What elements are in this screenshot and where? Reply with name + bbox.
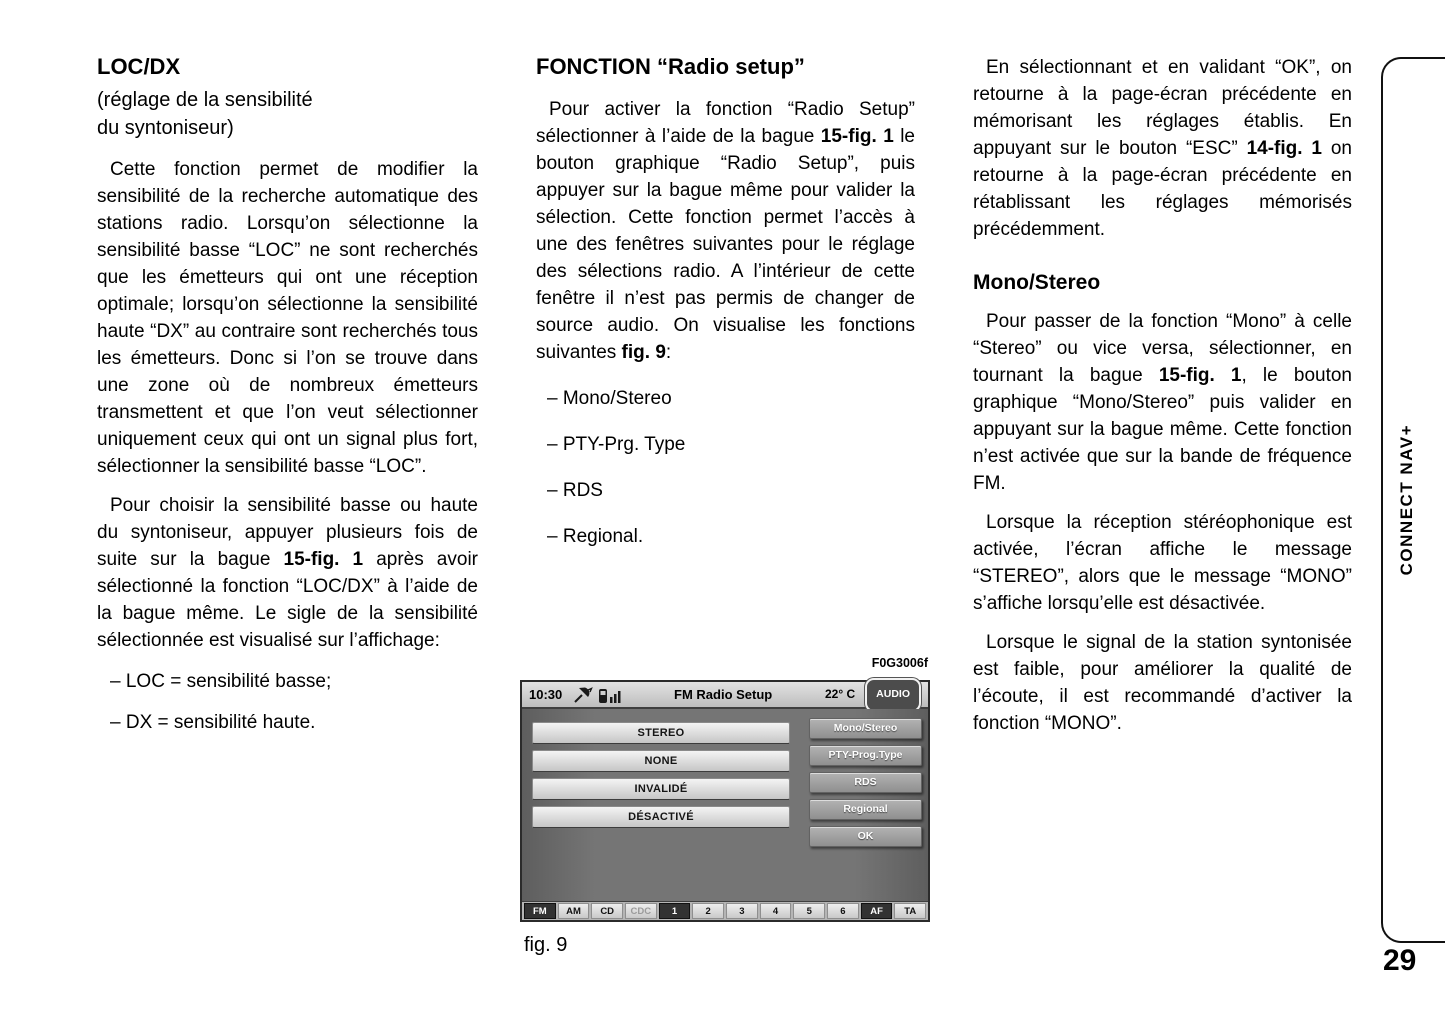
key-button-1[interactable]: 1	[659, 903, 691, 919]
value-button-none[interactable]: NONE	[532, 750, 790, 772]
chapter-tab	[1381, 57, 1445, 943]
menu-button-ok[interactable]: OK	[809, 826, 922, 847]
audio-button[interactable]: AUDIO	[865, 678, 921, 712]
value-button-column	[532, 722, 790, 834]
section-subheading	[97, 86, 478, 142]
menu-button-mono-stereo[interactable]: Mono/Stereo	[809, 718, 922, 739]
key-button-5[interactable]: 5	[793, 903, 825, 919]
subheading-line: du syntoniseur)	[97, 117, 234, 139]
clock: 10:30	[529, 687, 563, 702]
column-right	[973, 54, 1352, 737]
menu-button-rds[interactable]: RDS	[809, 772, 922, 793]
screen-main-area	[522, 709, 928, 901]
chapter-tab-label: CONNECT NAV+	[1397, 424, 1416, 576]
paragraph: Pour choisir la sensibilité basse ou haute du syntoniseur, appuyer plusieurs fois de suite sur la bague 15-fig. 1 après avoir sélectionné la fonction “LOC/DX” à l’aide de la bague même. Le sigle de la sensibilité sélectionnée est visualisé sur l’affichage:	[97, 495, 478, 651]
phone-signal-icon	[598, 687, 621, 703]
key-button-cdc[interactable]: CDC	[625, 903, 657, 919]
column-center	[524, 54, 928, 959]
key-button-am[interactable]: AM	[558, 903, 590, 919]
menu-button-pty-prog-type[interactable]: PTY-Prog.Type	[809, 745, 922, 766]
paragraph: Pour activer la fonction “Radio Setup” sélectionner à l’aide de la bague 15-fig. 1 le bouton graphique “Radio Setup”, puis appuyer sur la bague même pour valider la sélection. Cette fonction permet l’accès à une des fenêtres suivantes pour le réglage des sélections radio. A l’intérieur de cette fenêtre il n’est pas permis de changer de source audio. On visualise les fonctions suivantes fig. 9:	[536, 99, 915, 363]
key-button-2[interactable]: 2	[692, 903, 724, 919]
satellite-icon	[574, 687, 593, 703]
temperature-display: 22° C	[825, 687, 856, 701]
list-item: – LOC = sensibilité basse;	[110, 671, 332, 692]
key-button-af[interactable]: AF	[861, 903, 893, 919]
section-heading-radio-setup: FONCTION “Radio setup”	[536, 54, 805, 79]
key-button-4[interactable]: 4	[760, 903, 792, 919]
value-button-stereo[interactable]: STEREO	[532, 722, 790, 744]
paragraph: Lorsque la réception stéréophonique est activée, l’écran affiche le message “STEREO”, alors que le message “MONO” s’affiche lorsqu’elle est désactivée.	[973, 512, 1352, 614]
menu-button-regional[interactable]: Regional	[809, 799, 922, 820]
figure-9	[520, 650, 930, 959]
figure-code: F0G3006f	[871, 656, 928, 670]
key-button-3[interactable]: 3	[726, 903, 758, 919]
section-heading-mono-stereo: Mono/Stereo	[973, 271, 1101, 294]
page-number: 29	[1383, 944, 1417, 977]
key-button-fm[interactable]: FM	[524, 903, 556, 919]
value-button-invalid-[interactable]: INVALIDÉ	[532, 778, 790, 800]
key-button-6[interactable]: 6	[827, 903, 859, 919]
list-item: – Mono/Stereo	[547, 388, 672, 409]
figure-caption: fig. 9	[524, 934, 568, 956]
key-button-ta[interactable]: TA	[894, 903, 926, 919]
list-item: – PTY-Prg. Type	[547, 434, 686, 455]
key-button-cd[interactable]: CD	[591, 903, 623, 919]
paragraph: Pour passer de la fonction “Mono” à celle “Stereo” ou vice versa, sélectionner, en tournant la bague 15-fig. 1, le bouton graphique “Mono/Stereo” puis valider en appuyant sur la bague même. Cette fonction n’est activée que sur la bande de fréquence FM.	[973, 311, 1352, 494]
section-heading-locdx: LOC/DX	[97, 54, 181, 79]
list-item: – Regional.	[547, 526, 644, 547]
paragraph: Cette fonction permet de modifier la sensibilité de la recherche automatique des stations radio. Lorsqu’on sélectionne la sensibilité basse “LOC” ne sont recherchés que les émetteurs qui ont une réception optimale; lorsqu’on sélectionne la sensibilité haute “DX” au contraire sont recherchés tous les émetteurs. Donc si l’on se trouve dans une zone où de nombreux émetteurs transmettent et que l’on veut sélectionner uniquement ceux qui ont un signal plus fort, sélectionner la sensibilité basse “LOC”.	[97, 159, 478, 477]
radio-setup-screen	[520, 680, 930, 922]
menu-button-column	[809, 718, 922, 853]
value-button-d-sactiv-[interactable]: DÉSACTIVÉ	[532, 806, 790, 828]
paragraph: Lorsque le signal de la station syntonisée est faible, pour améliorer la qualité de l’écoute, il est recommandé d’activer la fonction “MONO”.	[973, 632, 1352, 734]
screen-status-bar	[522, 682, 928, 709]
screen-title: FM Radio Setup	[674, 687, 773, 702]
subheading-line: (réglage de la sensibilité	[97, 89, 313, 111]
source-key-bar	[522, 901, 928, 920]
list-item: – RDS	[547, 480, 603, 501]
list-item: – DX = sensibilité haute.	[110, 712, 316, 733]
column-left	[97, 54, 478, 736]
paragraph: En sélectionnant et en validant “OK”, on retourne à la page-écran précédente en mémorisant les réglages établis. En appuyant sur le bouton “ESC” 14-fig. 1 on retourne à la page-écran précédente en rétablissant les réglages mémorisés précédemment.	[973, 57, 1352, 240]
